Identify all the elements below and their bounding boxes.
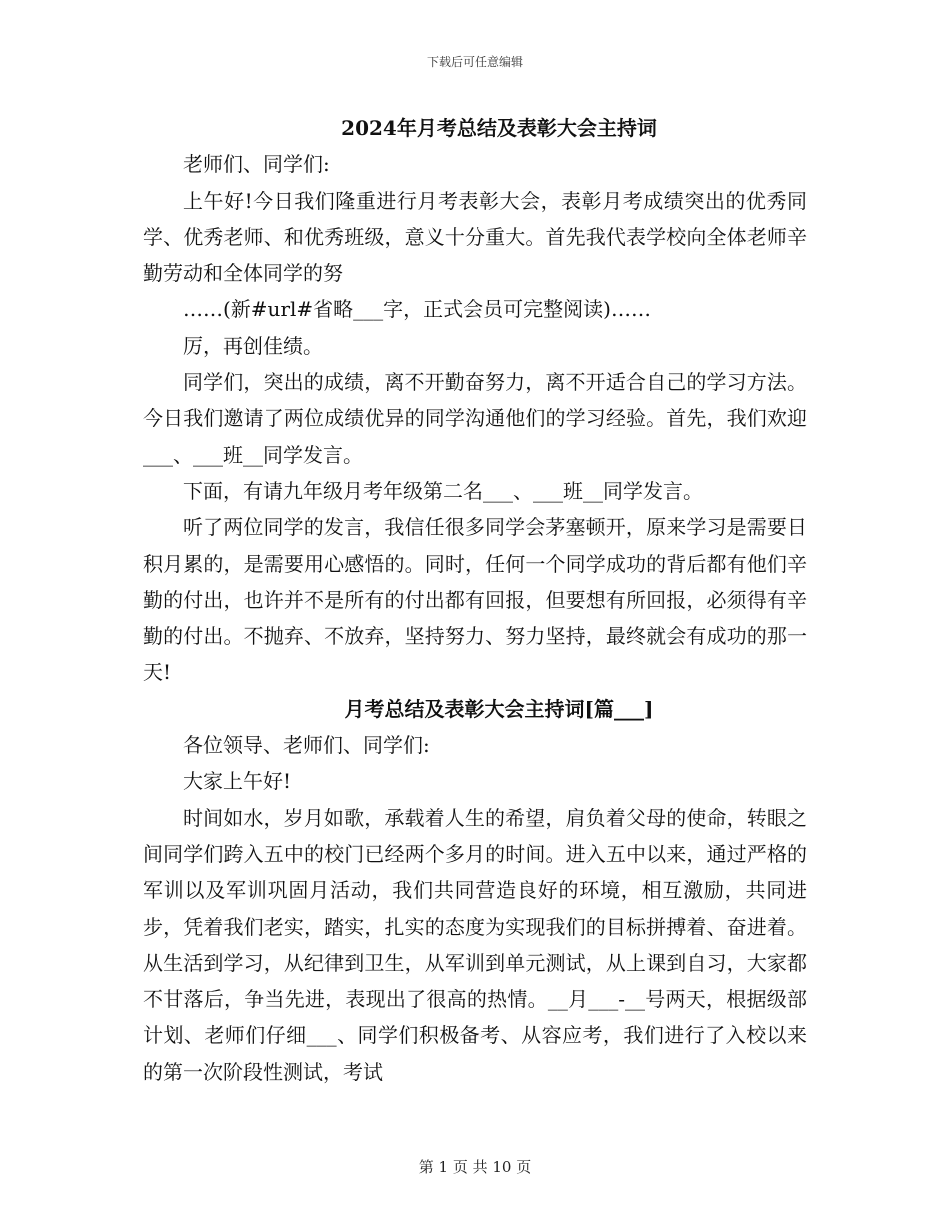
section-title: 月考总结及表彰大会主持词[篇___] [344,696,654,721]
page-number: 第 1 页 共 10 页 [418,1158,532,1176]
paragraph-good-morning: 大家上午好! [183,769,292,794]
paragraph-opening: 上午好!今日我们隆重进行月考表彰大会，表彰月考成绩突出的优秀同学、优秀老师、和优秀班级，意义十分重大。首先我代表学校向全体老师辛勤劳动和全体同学的努 [143,188,807,286]
paragraph-greeting: 老师们、同学们: [183,152,330,177]
paragraph-omitted-notice: ……(新#url#省略___字，正式会员可完整阅读)…… [183,297,651,322]
paragraph-body: 时间如水，岁月如歌，承载着人生的希望，肩负着父母的使命，转眼之间同学们跨入五中的校门已经两个多月的时间。进入五中以来，通过严格的军训以及军训巩固月活动，我们共同营造良好的环境，相互激励，共同进步，凭着我们老实，踏实，扎实的态度为实现我们的目标拼搏着、奋进着。从生活到学习，从纪律到卫生，从军训到单元测试，从上课到自习，大家都不甘落后，争当先进，表现出了很高的热情。__月___-__号两天，根据级部计划、老师们仔细___、同学们积极备考、从容应考，我们进行了入校以来的第一次阶段性测试，考试 [143,805,807,1084]
page-header-note: 下载后可任意编辑 [426,55,523,69]
paragraph-closing: 听了两位同学的发言，我信任很多同学会茅塞顿开，原来学习是需要日积月累的，是需要用心感悟的。同时，任何一个同学成功的背后都有他们辛勤的付出，也许并不是所有的付出都有回报，但要想有所回报，必须得有辛勤的付出。不抛弃、不放弃，坚持努力、努力坚持，最终就会有成功的那一天! [143,515,807,685]
paragraph-second-speaker: 下面，有请九年级月考年级第二名___、___班__同学发言。 [183,478,703,503]
document-body [143,110,807,1090]
document-title: 2024年月考总结及表彰大会主持词 [341,116,657,140]
paragraph-first-speaker: 同学们，突出的成绩，离不开勤奋努力，离不开适合自己的学习方法。今日我们邀请了两位成绩优异的同学沟通他们的学习经验。首先，我们欢迎___、___班__同学发言。 [143,370,807,467]
paragraph-continuation: 厉，再创佳绩。 [183,333,323,358]
paragraph-greeting-2: 各位领导、老师们、同学们: [183,733,430,758]
